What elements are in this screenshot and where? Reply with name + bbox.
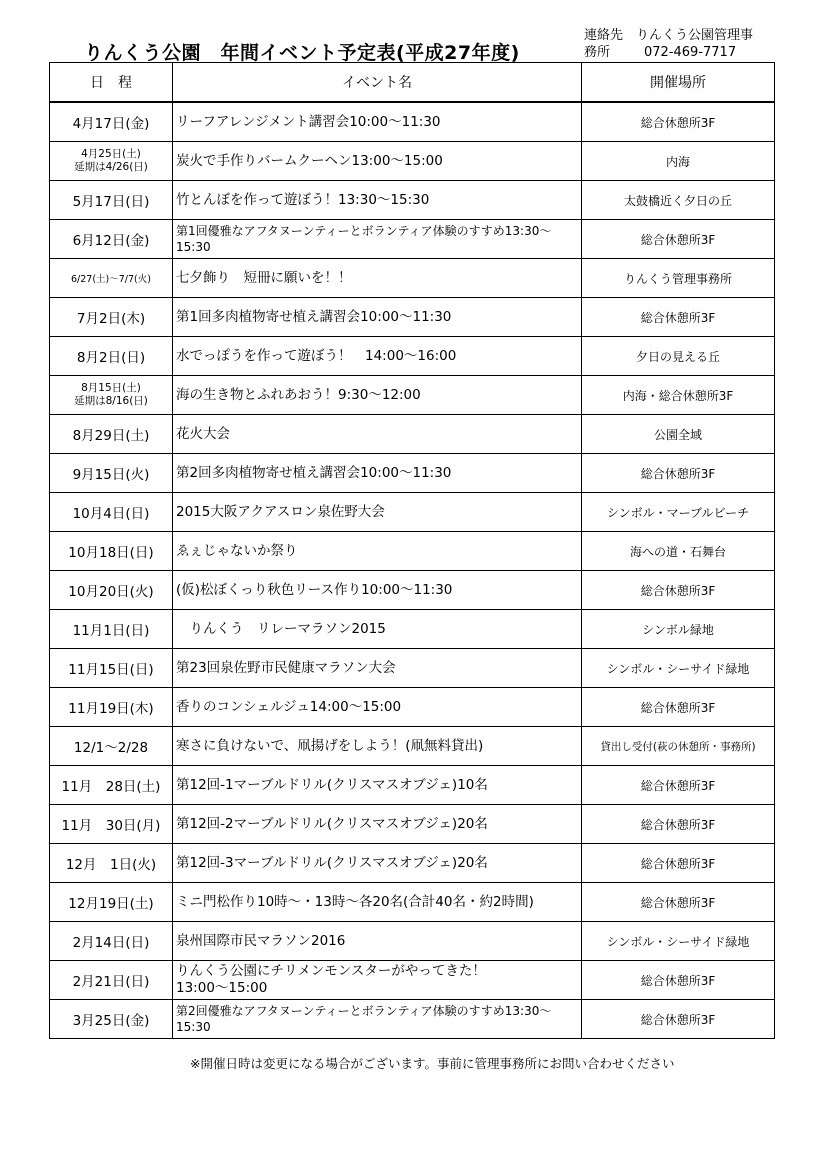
- event-date-line: 4月25日(土): [81, 148, 141, 160]
- event-schedule-table: [49, 62, 775, 1039]
- event-place: 総合休憩所3F: [582, 961, 775, 1000]
- event-name: 花火大会: [173, 415, 582, 454]
- contact-line-1: 連絡先 りんくう公園管理事: [584, 28, 754, 43]
- event-date: 8月2日(日): [50, 337, 173, 376]
- event-name: 第2回優雅なアフタヌーンティーとボランティア体験のすすめ13:30～15:30: [173, 1000, 582, 1039]
- event-name: ミニ門松作り10時～・13時～各20名(合計40名・約2時間): [173, 883, 582, 922]
- event-name: (仮)松ぼくっり秋色リース作り10:00～11:30: [173, 571, 582, 610]
- event-name: 第12回-3マーブルドリル(クリスマスオブジェ)20名: [173, 844, 582, 883]
- table-row: [50, 961, 775, 1000]
- event-name: ゑぇじゃないか祭り: [173, 532, 582, 571]
- table-row: [50, 766, 775, 805]
- table-row: [50, 142, 775, 181]
- event-name: 泉州国際市民マラソン2016: [173, 922, 582, 961]
- event-date: 11月1日(日): [50, 610, 173, 649]
- event-name-line: りんくう公園にチリメンモンスターがやってきた！: [176, 963, 486, 979]
- event-name: 第1回優雅なアフタヌーンティーとボランティア体験のすすめ13:30～15:30: [173, 220, 582, 259]
- column-header-event: イベント名: [173, 63, 582, 103]
- event-postponed-date: 延期は4/26(日): [74, 161, 148, 173]
- event-date: 12月 1日(火): [50, 844, 173, 883]
- table-row: [50, 376, 775, 415]
- table-row: [50, 688, 775, 727]
- event-name: 第1回多肉植物寄せ植え講習会10:00～11:30: [173, 298, 582, 337]
- event-name: 竹とんぼを作って遊ぼう！13:30～15:30: [173, 181, 582, 220]
- event-date: 10月18日(日): [50, 532, 173, 571]
- event-place: りんくう管理事務所: [582, 259, 775, 298]
- event-name: リーフアレンジメント講習会10:00～11:30: [173, 102, 582, 142]
- table-row: [50, 454, 775, 493]
- event-place: シンボル・シーサイド緑地: [582, 649, 775, 688]
- contact-phone: 072-469-7717: [644, 45, 737, 60]
- event-date: [50, 142, 173, 181]
- table-row: [50, 571, 775, 610]
- table-header-row: [50, 63, 775, 103]
- event-name: りんくう リレーマラソン2015: [173, 610, 582, 649]
- event-place: 公園全域: [582, 415, 775, 454]
- table-row: [50, 922, 775, 961]
- event-place: 総合休憩所3F: [582, 844, 775, 883]
- table-row: [50, 844, 775, 883]
- contact-info: [584, 27, 753, 61]
- event-place: 貸出し受付(萩の休憩所・事務所): [582, 727, 775, 766]
- event-place: シンボル・マーブルビーチ: [582, 493, 775, 532]
- event-date: 11月 30日(月): [50, 805, 173, 844]
- event-place: 太鼓橋近く夕日の丘: [582, 181, 775, 220]
- event-date: 10月4日(日): [50, 493, 173, 532]
- event-place: 総合休憩所3F: [582, 805, 775, 844]
- table-row: [50, 415, 775, 454]
- table-row: [50, 493, 775, 532]
- event-date: 11月 28日(土): [50, 766, 173, 805]
- event-name: 第23回泉佐野市民健康マラソン大会: [173, 649, 582, 688]
- event-name: 炭火で手作りバームクーヘン13:00～15:00: [173, 142, 582, 181]
- event-place: 内海・総合休憩所3F: [582, 376, 775, 415]
- event-date: 8月29日(土): [50, 415, 173, 454]
- table-row: [50, 259, 775, 298]
- footnote: ※開催日時は変更になる場合がございます。事前に管理事務所にお問い合わせください: [190, 1056, 675, 1071]
- table-row: [50, 181, 775, 220]
- event-name: 海の生き物とふれあおう！9:30～12:00: [173, 376, 582, 415]
- contact-line-2: [584, 44, 753, 61]
- event-place: 総合休憩所3F: [582, 102, 775, 142]
- event-place: シンボル・シーサイド緑地: [582, 922, 775, 961]
- event-date: 6/27(土)～7/7(火): [50, 259, 173, 298]
- event-date: 3月25日(金): [50, 1000, 173, 1039]
- event-name: 2015大阪アクアスロン泉佐野大会: [173, 493, 582, 532]
- table-row: [50, 532, 775, 571]
- event-date: [50, 376, 173, 415]
- event-postponed-date: 延期は8/16(日): [74, 395, 148, 407]
- event-name: 第12回-2マーブルドリル(クリスマスオブジェ)20名: [173, 805, 582, 844]
- event-date-line: 8月15日(土): [81, 382, 141, 394]
- event-time-line: 13:00～15:00: [176, 980, 268, 996]
- table-row: [50, 805, 775, 844]
- event-name: 水でっぽうを作って遊ぼう！ 14:00～16:00: [173, 337, 582, 376]
- contact-line-2-label: 務所: [584, 45, 611, 60]
- event-date: 6月12日(金): [50, 220, 173, 259]
- event-date: 2月14日(日): [50, 922, 173, 961]
- event-name: 寒さに負けないで、凧揚げをしよう！(凧無料貸出): [173, 727, 582, 766]
- table-row: [50, 883, 775, 922]
- event-place: 総合休憩所3F: [582, 1000, 775, 1039]
- column-header-date: 日 程: [50, 63, 173, 103]
- event-date: 12/1～2/28: [50, 727, 173, 766]
- table-row: [50, 220, 775, 259]
- event-name: 第2回多肉植物寄せ植え講習会10:00～11:30: [173, 454, 582, 493]
- event-name: [173, 961, 582, 1000]
- event-date: 9月15日(火): [50, 454, 173, 493]
- event-place: 海への道・石舞台: [582, 532, 775, 571]
- event-place: 総合休憩所3F: [582, 571, 775, 610]
- event-place: 総合休憩所3F: [582, 688, 775, 727]
- event-name: 七夕飾り 短冊に願いを！！: [173, 259, 582, 298]
- event-name: 香りのコンシェルジュ14:00～15:00: [173, 688, 582, 727]
- event-date: 12月19日(土): [50, 883, 173, 922]
- event-place: 総合休憩所3F: [582, 454, 775, 493]
- event-date: 4月17日(金): [50, 102, 173, 142]
- event-place: 総合休憩所3F: [582, 220, 775, 259]
- event-date: 11月19日(木): [50, 688, 173, 727]
- event-place: 総合休憩所3F: [582, 298, 775, 337]
- table-row: [50, 727, 775, 766]
- page-title: りんくう公園 年間イベント予定表(平成27年度): [84, 42, 520, 64]
- event-date: 2月21日(日): [50, 961, 173, 1000]
- event-date: 5月17日(日): [50, 181, 173, 220]
- event-place: 総合休憩所3F: [582, 766, 775, 805]
- table-row: [50, 337, 775, 376]
- table-row: [50, 298, 775, 337]
- table-row: [50, 102, 775, 142]
- table-row: [50, 1000, 775, 1039]
- event-date: 7月2日(木): [50, 298, 173, 337]
- event-place: 夕日の見える丘: [582, 337, 775, 376]
- event-date: 11月15日(日): [50, 649, 173, 688]
- event-name: 第12回-1マーブルドリル(クリスマスオブジェ)10名: [173, 766, 582, 805]
- column-header-place: 開催場所: [582, 63, 775, 103]
- table-row: [50, 649, 775, 688]
- table-row: [50, 610, 775, 649]
- event-date: 10月20日(火): [50, 571, 173, 610]
- event-place: 内海: [582, 142, 775, 181]
- event-place: シンボル緑地: [582, 610, 775, 649]
- event-place: 総合休憩所3F: [582, 883, 775, 922]
